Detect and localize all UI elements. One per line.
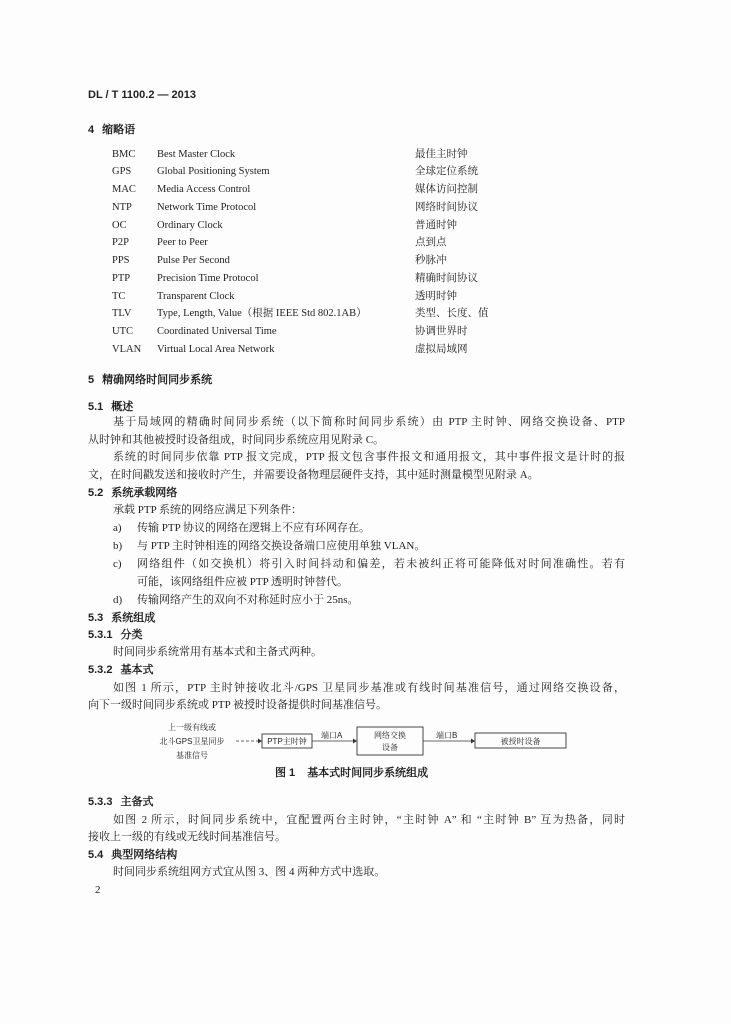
abbreviation-code: UTC xyxy=(112,326,133,337)
abbreviation-code: TLV xyxy=(112,308,132,319)
abbreviation-english: Network Time Protocol xyxy=(157,202,257,213)
section-5-3-3-heading xyxy=(88,795,153,809)
abbreviation-code: VLAN xyxy=(112,344,142,355)
arrow-head-icon xyxy=(353,739,357,744)
source-line: 上一级有线或 xyxy=(168,723,216,732)
arrow-head-icon xyxy=(471,739,475,744)
abbreviation-english: Coordinated Universal Time xyxy=(157,326,277,337)
section-title: 分类 xyxy=(120,629,143,641)
figure-1-caption xyxy=(275,766,428,780)
abbreviation-code: OC xyxy=(112,220,127,231)
section-4-heading xyxy=(88,123,135,137)
section-title: 缩略语 xyxy=(102,124,136,136)
section-title: 典型网络结构 xyxy=(111,849,178,861)
source-line: 基准信号 xyxy=(176,751,208,760)
abbreviation-code: BMC xyxy=(112,149,136,160)
caption-title: 基本式时间同步系统组成 xyxy=(307,767,429,779)
abbreviation-chinese: 媒体访问控制 xyxy=(415,184,478,195)
abbreviation-code: PPS xyxy=(112,255,130,266)
section-title: 系统承载网络 xyxy=(111,487,178,499)
abbreviation-english: Type, Length, Value（根据 IEEE Std 802.1AB） xyxy=(157,308,367,319)
section-5-4-heading xyxy=(88,848,177,862)
list-item-text: 传输网络产生的双向不对称延时应小于 25ns。 xyxy=(137,594,359,606)
abbreviation-english: Precision Time Protocol xyxy=(157,273,259,284)
section-number: 5.2 xyxy=(88,487,104,499)
paragraph-line: 如图 1 所示，PTP 主时钟接收北斗/GPS 卫星同步基准或有线时间基准信号，通过网络交换设备， xyxy=(113,682,625,694)
abbreviation-english: Peer to Peer xyxy=(157,237,208,248)
abbreviation-chinese: 虚拟局域网 xyxy=(415,344,468,355)
abbreviation-code: MAC xyxy=(112,184,136,195)
section-number: 4 xyxy=(88,124,95,136)
abbreviation-chinese: 最佳主时钟 xyxy=(415,149,468,160)
paragraph-line: 时间同步系统组网方式宜从图 3、图 4 两种方式中选取。 xyxy=(113,866,386,878)
port-a-label: 端口A xyxy=(321,731,343,740)
paragraph-line: 如图 2 所示，时间同步系统中，宜配置两台主时钟，“主时钟 A” 和 “主时钟 B” 互为热备，同时 xyxy=(113,814,625,826)
paragraph-line: 基于局域网的精确时间同步系统（以下简称时间同步系统）由 PTP 主时钟、网络交换设备、PTP xyxy=(113,416,625,428)
paragraph-line: 接收上一级的有线或无线时间基准信号。 xyxy=(88,831,286,843)
abbreviation-english: Media Access Control xyxy=(157,184,251,195)
abbreviation-chinese: 全球定位系统 xyxy=(415,166,478,177)
abbreviation-chinese: 协调世界时 xyxy=(415,326,468,337)
section-title: 基本式 xyxy=(120,664,154,676)
abbreviation-chinese: 普通时钟 xyxy=(415,220,457,231)
arrow-head-icon xyxy=(258,739,262,744)
list-item-label: c) xyxy=(113,558,122,570)
list-item-label: d) xyxy=(113,594,123,606)
list-item-label: b) xyxy=(113,540,123,552)
abbreviation-code: PTP xyxy=(112,273,131,284)
list-item-text: 传输 PTP 协议的网络在逻辑上不应有环网存在。 xyxy=(137,522,371,534)
paragraph-line: 从时钟和其他被授时设备组成，时间同步系统应用见附录 C。 xyxy=(88,434,385,446)
section-title: 精确网络时间同步系统 xyxy=(102,374,213,386)
abbreviation-english: Virtual Local Area Network xyxy=(157,344,275,355)
section-number: 5.1 xyxy=(88,401,104,413)
abbreviation-chinese: 类型、长度、值 xyxy=(415,308,489,319)
timed-device-label: 被授时设备 xyxy=(500,737,541,746)
list-item-label: a) xyxy=(113,522,122,534)
caption-number: 图 1 xyxy=(275,767,296,779)
abbreviation-chinese: 秒脉冲 xyxy=(415,255,447,266)
paragraph-line: 向下一级时间同步系统或 PTP 被授时设备提供时间基准信号。 xyxy=(88,699,388,711)
section-5-1-heading xyxy=(88,400,133,414)
section-number: 5 xyxy=(88,374,95,386)
abbreviation-chinese: 网络时间协议 xyxy=(415,202,478,213)
section-5-3-1-heading xyxy=(88,628,142,642)
section-number: 5.4 xyxy=(88,849,104,861)
section-number: 5.3.1 xyxy=(88,629,113,641)
abbreviation-chinese: 点到点 xyxy=(415,237,447,248)
figure-1-diagram xyxy=(140,718,570,762)
abbreviation-chinese: 精确时间协议 xyxy=(415,273,478,284)
paragraph-line: 时间同步系统常用有基本式和主备式两种。 xyxy=(113,646,322,658)
abbreviation-code: NTP xyxy=(112,202,132,213)
section-number: 5.3.3 xyxy=(88,796,113,808)
abbreviation-english: Global Positioning System xyxy=(157,166,270,177)
section-5-3-heading xyxy=(88,611,155,625)
list-item-text: 网络组件（如交换机）将引入时间抖动和偏差，若未被纠正将可能降低对时间准确性。若有 xyxy=(137,558,625,570)
abbreviation-code: GPS xyxy=(112,166,132,177)
section-title: 系统组成 xyxy=(111,612,156,624)
page-number: 2 xyxy=(95,884,101,896)
port-b-label: 端口B xyxy=(436,731,458,740)
ptp-master-label: PTP主时钟 xyxy=(267,737,307,746)
document-code-header: DL / T 1100.2 — 2013 xyxy=(88,89,197,101)
source-line: 北斗GPS卫星同步 xyxy=(159,737,225,746)
section-title: 主备式 xyxy=(120,796,154,808)
abbreviation-english: Pulse Per Second xyxy=(157,255,230,266)
section-5-3-2-heading xyxy=(88,663,153,677)
section-5-heading xyxy=(88,373,212,387)
switch-label-line: 网络交换 xyxy=(374,731,406,740)
abbreviation-chinese: 透明时钟 xyxy=(415,291,457,302)
section-number: 5.3.2 xyxy=(88,664,113,676)
list-item-text: 与 PTP 主时钟相连的网络交换设备端口应使用单独 VLAN。 xyxy=(137,540,426,552)
list-intro: 承载 PTP 系统的网络应满足下列条件： xyxy=(113,504,303,516)
list-item-text: 可能，该网络组件应被 PTP 透明时钟替代。 xyxy=(137,576,349,588)
section-5-2-heading xyxy=(88,486,177,500)
abbreviation-english: Best Master Clock xyxy=(157,149,236,160)
abbreviation-code: P2P xyxy=(112,237,129,248)
paragraph-line: 系统的时间同步依靠 PTP 报文完成，PTP 报文包含事件报文和通用报文，其中事件报文是计时的报 xyxy=(113,451,625,463)
abbreviation-code: TC xyxy=(112,291,126,302)
paragraph-line: 文，在时间戳发送和接收时产生，并需要设备物理层硬件支持，其中延时测量模型见附录 A。 xyxy=(88,469,539,481)
abbreviation-english: Transparent Clock xyxy=(157,291,235,302)
switch-label-line: 设备 xyxy=(382,743,398,752)
section-title: 概述 xyxy=(111,401,134,413)
abbreviation-english: Ordinary Clock xyxy=(157,220,223,231)
section-number: 5.3 xyxy=(88,612,104,624)
